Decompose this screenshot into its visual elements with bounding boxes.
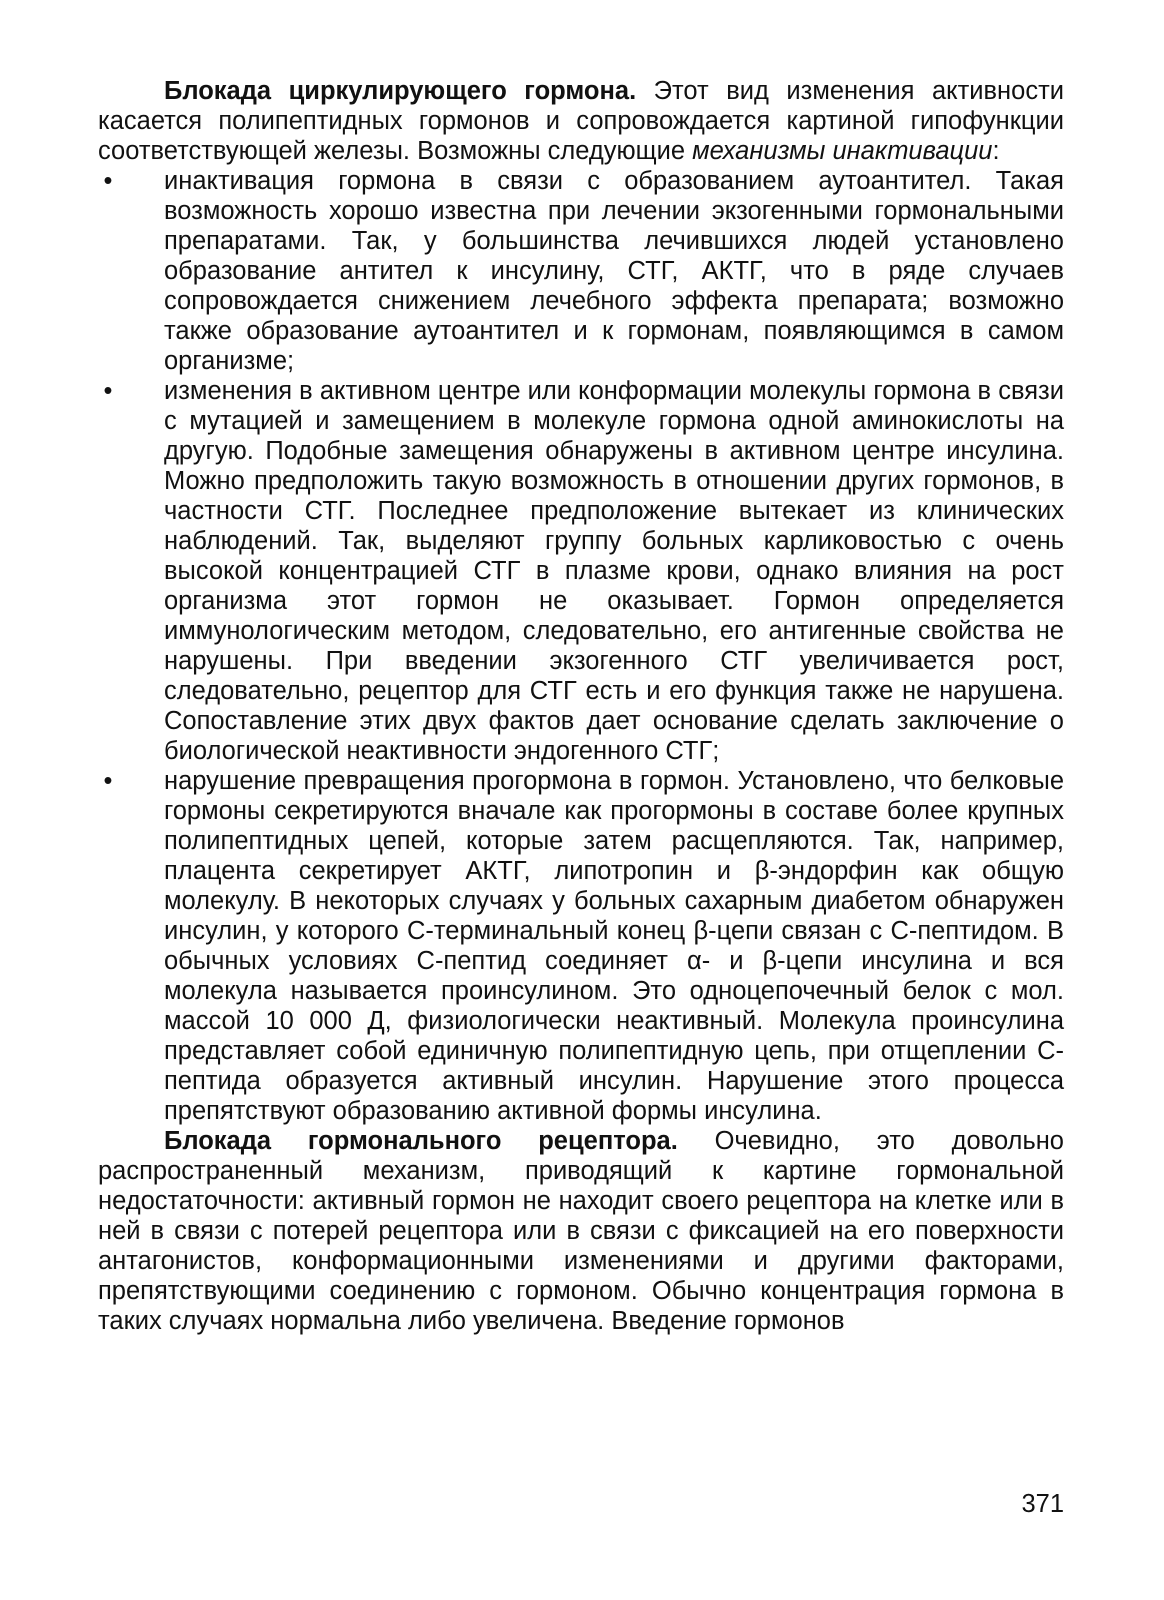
list-item-text: нарушение превращения прогормона в гормон. Установлено, что белковые гормоны секретируются вначале как прогормоны в составе более крупных полипептидных цепей, которые затем расщепляются. Так, например, плацента секретирует АКТГ, липотропин и β-эндорфин как общую молекулу. В некоторых случаях у больных сахарным диабетом обнаружен инсулин, у которого С-терминальный конец β-цепи связан с С-пептидом. В обычных условиях С-пептид соединяет α- и β-цепи инсулина и вся молекула называется проинсулином. Это одноцепочечный белок с мол. массой 10 000 Д, физиологически неактивный. Молекула проинсулина представляет собой единичную полипептидную цепь, при отщеплении С-пептида образуется активный инсулин. Нарушение этого процесса препятствуют образованию активной формы инсулина. xyxy=(164,767,1064,1125)
paragraph-receptor-blockade xyxy=(98,1126,1064,1336)
section-heading: Блокада гормонального рецептора. xyxy=(164,1127,678,1155)
list-item xyxy=(98,166,1064,376)
document-page xyxy=(98,76,1064,1336)
page-number: 371 xyxy=(1021,1490,1064,1518)
paragraph-text: Очевидно, это довольно распространенный механизм, приводящий к картине гормональной недостаточности: активный гормон не находит своего рецептора на клетке или в ней в связи с потерей рецептора или в связи с фиксацией на его поверхности антагонистов, конформационными изменениями и другими факторами, препятствующими соединению с гормоном. Обычно концентрация гормона в таких случаях нормальна либо увеличена. Введение гормонов xyxy=(98,1127,1064,1335)
emphasis-text: механизмы инактивации xyxy=(692,137,993,165)
paragraph-text: : xyxy=(992,137,1000,165)
bullet-icon: • xyxy=(103,167,113,195)
section-heading: Блокада циркулирующего гормона. xyxy=(164,77,637,105)
list-item-text: изменения в активном центре или конформации молекулы гормона в связи с мутацией и замещением в молекуле гормона одной аминокислоты на другую. Подобные замещения обнаружены в активном центре инсулина. Можно предположить такую возможность в отношении других гормонов, в частности СТГ. Последнее предположение вытекает из клинических наблюдений. Так, выделяют группу больных карликовостью с очень высокой концентрацией СТГ в плазме крови, однако влияния на рост организма этот гормон не оказывает. Гормон определяется иммунологическим методом, следовательно, его антигенные свойства не нарушены. При введении экзогенного СТГ увеличивается рост, следовательно, рецептор для СТГ есть и его функция также не нарушена. Сопоставление этих двух фактов дает основание сделать заключение о биологической неактивности эндогенного СТГ; xyxy=(164,377,1064,765)
list-item-text: инактивация гормона в связи с образованием аутоантител. Такая возможность хорошо известна при лечении экзогенными гормональными препаратами. Так, у большинства лечившихся людей установлено образование антител к инсулину, СТГ, АКТГ, что в ряде случаев сопровождается снижением лечебного эффекта препарата; возможно также образование аутоантител и к гормонам, появляющимся в самом организме; xyxy=(164,167,1064,375)
bullet-icon: • xyxy=(103,767,113,795)
paragraph-text: Этот вид изменения активности касается полипептидных гормонов и сопровождается картиной гипофункции соответствующей железы. Возможны следующие xyxy=(98,77,1064,165)
bullet-icon: • xyxy=(103,377,113,405)
list-item xyxy=(98,376,1064,766)
paragraph-circulating-hormone-blockade xyxy=(98,76,1064,166)
list-item xyxy=(98,766,1064,1126)
inactivation-mechanisms-list xyxy=(98,166,1064,1126)
